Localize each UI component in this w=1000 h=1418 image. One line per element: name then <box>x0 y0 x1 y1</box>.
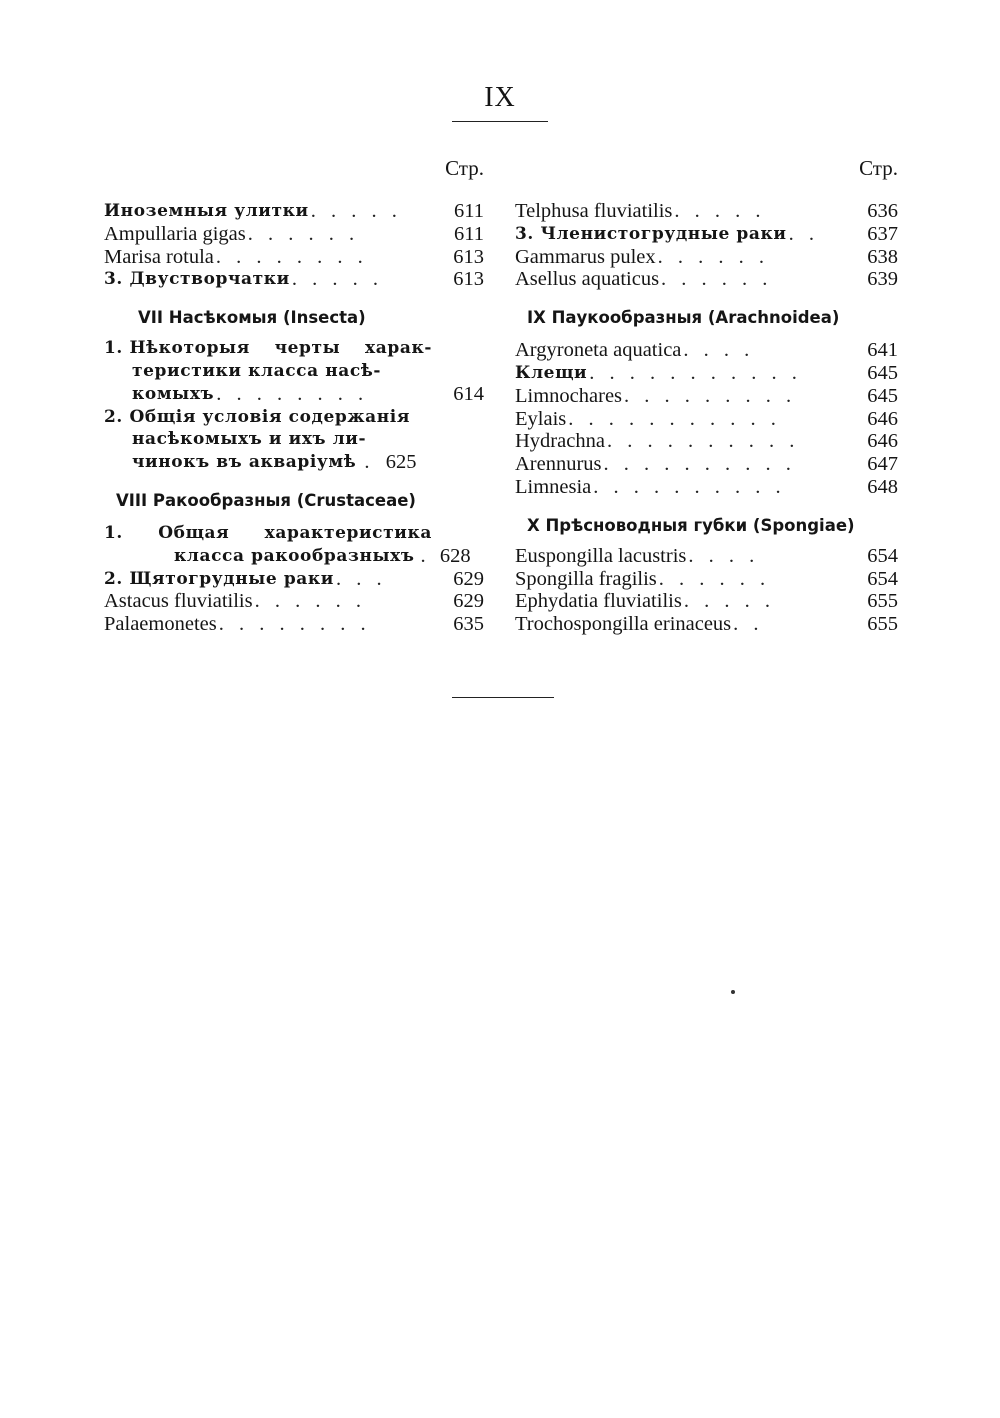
leader-dots: . . . . . . . . <box>218 613 371 636</box>
entry-text: Ephydatia fluviatilis <box>515 590 682 613</box>
entry-text: Palaemonetes <box>104 613 217 636</box>
toc-entry <box>515 385 898 408</box>
toc-entry <box>515 200 898 223</box>
entry-text: 1. Нѣкоторыя <box>104 338 250 359</box>
page-ref: 625 <box>385 451 417 474</box>
entry-group <box>104 568 484 636</box>
entry-text: Limnochares <box>515 384 623 407</box>
leader-dots: . . . . . . . . . . . <box>568 407 781 430</box>
entry-text: Spongilla fragilis <box>515 567 657 590</box>
entry-text: характеристика <box>264 522 432 543</box>
page-ref: 645 <box>867 384 898 407</box>
section-heading: IX Паукообразныя (Arachnoidea) <box>527 308 840 328</box>
entry-text: Eylais <box>515 407 567 430</box>
toc-entry <box>104 522 484 568</box>
page-ref: 646 <box>867 430 898 453</box>
toc-column-right <box>515 150 898 636</box>
page-ref: 655 <box>867 590 898 613</box>
leader-dots: . <box>364 451 375 474</box>
page-ref: 611 <box>454 222 484 245</box>
toc-entry <box>515 476 898 499</box>
column-header: Стр. <box>445 156 484 180</box>
toc-entry <box>515 268 898 291</box>
leader-dots: . . . . . . <box>658 567 771 590</box>
leader-dots: . . . . <box>688 544 760 567</box>
entry-text: Общая <box>158 522 230 543</box>
entry-text: Arennurus <box>515 453 602 476</box>
entry-text: комыхъ <box>132 383 215 404</box>
entry-text: класса ракообразныхъ <box>174 545 415 566</box>
section-heading: X Прѣсноводныя губки (Spongiae) <box>527 515 855 535</box>
toc-entry <box>104 406 484 474</box>
page-ref: 638 <box>867 245 898 268</box>
leader-dots: . . . . . . <box>254 590 366 613</box>
leader-dots: . . . . . . <box>657 245 769 268</box>
leader-dots: . . . . . . . . . . <box>606 430 800 453</box>
page-ref: 611 <box>454 200 484 222</box>
leader-dots: . . . . . <box>310 200 402 222</box>
page-ref: 639 <box>867 268 898 291</box>
entry-text: Argyroneta aquatica <box>515 339 682 362</box>
section-heading: VIII Ракообразныя (Crustaceae) <box>116 490 416 510</box>
entry-text: Limnesia <box>515 475 592 498</box>
page-ref: 635 <box>453 613 484 636</box>
entry-line: 2. Общія условія содержанія <box>104 406 411 427</box>
toc-entry <box>515 568 898 591</box>
entry-group <box>515 545 898 636</box>
toc-entry <box>104 200 484 223</box>
entry-text: Ampullaria gigas <box>104 222 246 245</box>
entry-text: Astacus fluviatilis <box>104 590 253 613</box>
entry-group <box>104 200 484 291</box>
leader-dots: . . . . . . . . . . <box>603 453 796 476</box>
toc-entry <box>104 223 484 246</box>
toc-entry <box>515 246 898 269</box>
page-number: IX <box>484 82 516 113</box>
toc-column-left <box>104 150 484 636</box>
toc-entry <box>515 590 898 613</box>
page-ref: 641 <box>867 339 898 362</box>
toc-entry <box>515 613 898 636</box>
entry-text: чинокъ въ акваріумѣ <box>132 452 357 473</box>
toc-entry <box>515 453 898 476</box>
entry-text: Euspongilla lacustris <box>515 544 687 567</box>
leader-dots: . . . . . <box>674 200 766 222</box>
toc-entry <box>515 430 898 453</box>
entry-text: Hydrachna <box>515 430 605 453</box>
entry-text: 2. Щятогрудные раки <box>104 568 335 589</box>
entry-text: Gammarus pulex <box>515 245 656 268</box>
page-ref: 613 <box>453 268 484 291</box>
column-header: Стр. <box>859 156 898 180</box>
leader-dots: . . . . <box>683 339 755 362</box>
leader-dots: . . . . . . . . <box>216 382 369 405</box>
leader-dots: . . . . . <box>683 590 775 613</box>
print-speck <box>731 990 735 994</box>
section-heading: VII Насѣкомыя (Insecta) <box>138 308 366 328</box>
leader-dots: . . <box>733 613 764 636</box>
toc-entry <box>104 613 484 636</box>
leader-dots: . . . . . . . . . <box>624 384 797 407</box>
toc-entry <box>104 590 484 613</box>
page-ref: 648 <box>867 475 898 498</box>
leader-dots: . <box>420 544 431 567</box>
page-ref: 654 <box>867 544 898 567</box>
toc-entry <box>515 408 898 431</box>
toc-entry <box>104 568 484 591</box>
leader-dots: . . . . . . <box>247 222 360 245</box>
leader-dots: . . . . . . . . . . . <box>589 361 802 384</box>
toc-entry <box>515 362 898 385</box>
entry-line <box>104 545 484 568</box>
footer-rule <box>452 697 554 698</box>
entry-text: 3. Двустворчатки <box>104 269 290 290</box>
page-ref: 646 <box>867 407 898 430</box>
entry-text: Marisa rotula <box>104 245 214 268</box>
entry-text: черты <box>274 338 341 359</box>
entry-line <box>104 522 432 545</box>
toc-entry <box>515 339 898 362</box>
toc-entry <box>515 223 898 246</box>
page-ref: 629 <box>453 567 484 590</box>
page-ref: 636 <box>867 200 898 222</box>
entry-line <box>104 383 484 406</box>
entry-text: Клещи <box>515 362 588 383</box>
entry-text: 3. Членистогрудные раки <box>515 223 787 244</box>
toc-entry <box>515 545 898 568</box>
entry-line: теристики класса насѣ- <box>132 360 382 381</box>
page-ref: 613 <box>453 245 484 268</box>
page-ref: 655 <box>867 613 898 636</box>
entry-text: 1. <box>104 522 123 543</box>
entry-group <box>515 339 898 499</box>
entry-text: Иноземныя улитки <box>104 201 309 221</box>
entry-group <box>515 200 898 291</box>
page-ref: 628 <box>439 544 471 567</box>
entry-text: Asellus aquaticus <box>515 268 660 291</box>
leader-dots: . . . . . . . . . . <box>593 475 786 498</box>
entry-line <box>104 337 432 360</box>
header-rule <box>452 121 548 122</box>
toc-entry <box>104 268 484 291</box>
leader-dots: . . . . . . . . <box>215 245 368 268</box>
page-ref: 629 <box>453 590 484 613</box>
leader-dots: . . . <box>336 567 387 590</box>
entry-text: Trochospongilla erinaceus <box>515 613 732 636</box>
page-ref: 614 <box>453 382 484 405</box>
leader-dots: . . <box>788 222 819 245</box>
page-ref: 647 <box>867 453 898 476</box>
entry-line: насѣкомыхъ и ихъ ли- <box>132 429 367 450</box>
entry-text: Telphusa fluviatilis <box>515 200 673 222</box>
leader-dots: . . . . . <box>291 268 384 291</box>
toc-entry <box>104 246 484 269</box>
toc-entry <box>104 337 484 405</box>
entry-line <box>104 451 484 474</box>
page-ref: 645 <box>867 361 898 384</box>
page-ref: 654 <box>867 567 898 590</box>
leader-dots: . . . . . . <box>661 268 773 291</box>
entry-text: харак- <box>365 338 432 359</box>
page-ref: 637 <box>867 222 898 245</box>
